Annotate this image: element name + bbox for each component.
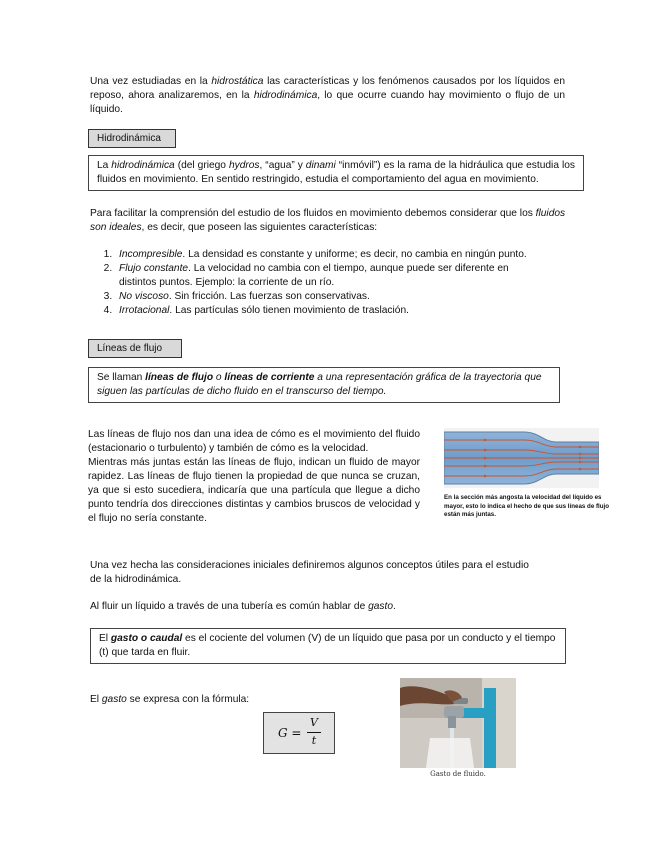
- characteristics-list: [75, 248, 545, 318]
- fraction-bar: [307, 732, 321, 733]
- water-tap-illustration: [400, 678, 516, 768]
- ideal-fluids-paragraph: Para facilitar la comprensión del estudio de los fluidos en movimiento debemos considerar que los fluidos son ideales, es decir, que poseen las siguientes características:: [90, 208, 566, 233]
- formula-denominator: t: [311, 734, 317, 747]
- formula-intro: El gasto se expresa con la fórmula:: [90, 694, 250, 705]
- gasto-definition-box: El gasto o caudal es el cociente del volumen (V) de un líquido que pasa por un conducto y el tiempo (t) que tarda en fluir.: [90, 628, 566, 664]
- intro-paragraph: Una vez estudiadas en la hidrostática las características y los fenómenos causados por los líquidos en reposo, ahora analizaremos, en la hidrodinámica, lo que ocurre cuando hay movimiento o flujo de un líquido.: [90, 76, 566, 115]
- list-item: 2. Flujo constante. La velocidad no cambia con el tiempo, aunque puede ser diferente en distintos puntos. Ejemplo: la corriente de un río.: [115, 262, 545, 290]
- formula-box: [263, 712, 335, 754]
- list-item: 1. Incompresible. La densidad es constante y uniforme; es decir, no cambia en ningún punto.: [115, 248, 545, 262]
- list-item: 3. No viscoso. Sin fricción. Las fuerzas son conservativas.: [115, 290, 545, 304]
- lineas-definition-box: Se llaman líneas de flujo o líneas de corriente a una representación gráfica de la trayectoria que siguen las partículas de dicho fluido en el transcurso del tiempo.: [88, 367, 560, 403]
- formula-lhs: G =: [278, 726, 302, 740]
- gasto-intro: Al fluir un líquido a través de una tubería es común hablar de gasto.: [90, 601, 396, 612]
- section-tag-hidrodinamica: Hidrodinámica: [88, 129, 176, 148]
- flow-lines-image: [444, 428, 599, 488]
- flow-image-caption: En la sección más angosta la velocidad del líquido es mayor, esto lo indica el hecho de que sus líneas de flujo están más juntas.: [444, 494, 610, 518]
- tap-photo: [400, 678, 516, 768]
- formula-numerator: V: [310, 716, 318, 729]
- hidrodinamica-definition-box: La hidrodinámica (del griego hydros, “agua” y dinami “inmóvil”) es la rama de la hidráulica que estudia los fluidos en movimiento. En sentido restringido, estudia el comportamiento del agua en movimiento.: [88, 155, 584, 191]
- flow-tube-illustration: [444, 428, 599, 488]
- list-item: 4. Irrotacional. Las partículas sólo tienen movimiento de traslación.: [115, 304, 545, 318]
- considerations-paragraph: Una vez hecha las consideraciones iniciales definiremos algunos conceptos útiles para el estudio de la hidrodinámica.: [90, 560, 529, 585]
- lineas-explanation: Las líneas de flujo nos dan una idea de cómo es el movimiento del fluido (estacionario o turbulento) y también de cómo es la velocidad. Mientras más juntas están las líneas de flujo, indican un fluido de mayor rapidez. Las líneas de flujo tienen la propiedad de que nunca se cruzan, ya que si esto sucediera, indicaría que una partícula que llegue a dicho punto tendría dos direcciones distintas y cambios bruscos de velocidad y el flujo no sería constante.: [88, 429, 420, 524]
- photo-caption: Gasto de fluido.: [430, 770, 486, 778]
- section-tag-lineas-de-flujo: Líneas de flujo: [88, 339, 182, 358]
